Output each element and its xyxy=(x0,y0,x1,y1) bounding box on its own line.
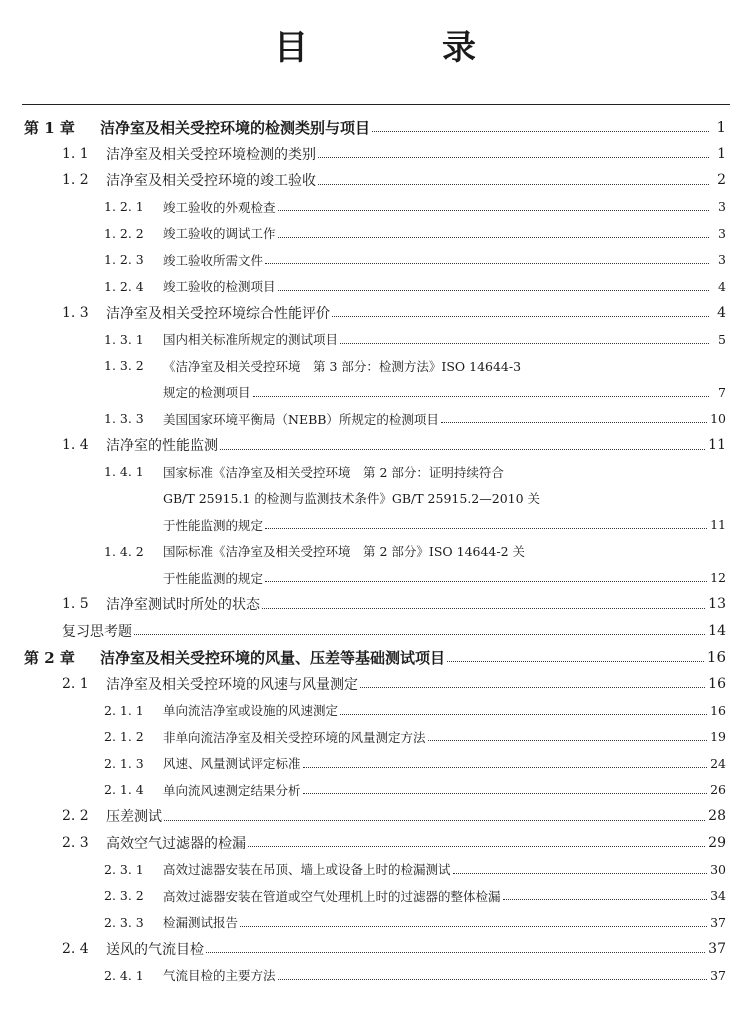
entry-number: 1. 2. 1 xyxy=(104,199,144,214)
entry-title: 洁净室及相关受控环境的风量、压差等基础测试项目 xyxy=(100,648,446,667)
toc-entry[interactable] xyxy=(104,459,726,485)
leader-dots xyxy=(265,528,707,529)
entry-title: 洁净室及相关受控环境检测的类别 xyxy=(106,146,316,163)
entry-number: 2. 1. 3 xyxy=(104,755,144,771)
toc-entry[interactable] xyxy=(104,194,726,220)
entry-title: 竣工验收的外观检查 xyxy=(163,199,276,215)
leader-dots xyxy=(332,316,709,317)
entry-number: 2. 1. 1 xyxy=(104,702,144,718)
entry-page-number: 26 xyxy=(710,782,726,797)
entry-number: 2. 4 xyxy=(62,940,89,957)
leader-dots xyxy=(220,449,705,450)
toc-entry[interactable] xyxy=(104,220,726,246)
toc-entry[interactable] xyxy=(104,883,726,909)
leader-dots xyxy=(253,396,709,397)
toc-entry[interactable] xyxy=(104,697,726,723)
leader-dots xyxy=(278,237,709,238)
entry-page-number: 1 xyxy=(716,118,726,136)
entry-title: 洁净室测试时所处的状态 xyxy=(106,597,260,613)
entry-page-number: 3 xyxy=(718,199,726,214)
leader-dots xyxy=(303,793,708,794)
entry-number: 第 1 章 xyxy=(24,118,75,137)
leader-dots xyxy=(318,184,709,185)
leader-dots xyxy=(206,952,705,953)
entry-title: 单向流风速测定结果分析 xyxy=(163,782,301,798)
entry-number: 1. 4. 2 xyxy=(104,543,144,559)
entry-title: 气流目检的主要方法 xyxy=(163,968,276,983)
entry-number: 1. 2. 4 xyxy=(104,278,144,294)
leader-dots xyxy=(248,846,705,847)
entry-number: 2. 3. 1 xyxy=(104,861,144,877)
toc-entry[interactable] xyxy=(62,671,726,697)
entry-title: 洁净室及相关受控环境的检测类别与项目 xyxy=(100,118,371,137)
entry-title: 《洁净室及相关受控环境 第 3 部分：检测方法》ISO 14644-3 xyxy=(163,358,522,374)
entry-number: 1. 3. 3 xyxy=(104,411,144,426)
entry-number: 1. 4. 1 xyxy=(104,464,144,479)
entry-title: 竣工验收所需文件 xyxy=(163,252,264,268)
leader-dots xyxy=(441,422,707,423)
leader-dots xyxy=(360,687,705,688)
entry-number: 2. 2 xyxy=(62,808,89,824)
entry-title: 高效过滤器安装在吊顶、墙上或设备上时的检漏测试 xyxy=(163,862,451,877)
toc-entry[interactable] xyxy=(104,750,726,776)
toc-entry[interactable] xyxy=(62,803,726,829)
entry-number: 1. 3. 2 xyxy=(104,358,144,373)
entry-number: 2. 3. 2 xyxy=(104,888,144,903)
entry-title: 高效过滤器安装在管道或空气处理机上时的过滤器的整体检漏 xyxy=(163,888,501,904)
toc-entry[interactable] xyxy=(62,167,726,193)
toc-entry-continuation[interactable] xyxy=(163,565,726,591)
entry-title: 国内相关标准所规定的测试项目 xyxy=(163,332,339,347)
leader-dots xyxy=(340,343,709,344)
leader-dots xyxy=(278,979,708,980)
toc-entry[interactable] xyxy=(104,247,726,273)
entry-number: 1. 4 xyxy=(62,437,89,453)
entry-number: 1. 5 xyxy=(62,596,89,612)
entry-page-number: 5 xyxy=(718,331,726,347)
leader-dots xyxy=(134,634,705,635)
entry-title-continued: 于性能监测的规定 xyxy=(163,570,264,586)
entry-page-number: 11 xyxy=(708,437,726,453)
leader-dots xyxy=(303,767,708,768)
entry-number: 1. 3. 1 xyxy=(104,331,144,347)
entry-page-number: 13 xyxy=(708,596,726,612)
leader-dots xyxy=(428,740,708,741)
toc-entry[interactable] xyxy=(104,724,726,750)
entry-number: 2. 3 xyxy=(62,834,89,851)
entry-number: 2. 1 xyxy=(62,675,89,692)
leader-dots xyxy=(372,131,709,132)
leader-dots xyxy=(340,714,707,715)
toc-entry[interactable] xyxy=(62,830,726,856)
toc-entry-continuation[interactable] xyxy=(163,485,726,511)
entry-title: 洁净室及相关受控环境的风速与风量测定 xyxy=(106,676,358,693)
entry-page-number: 34 xyxy=(710,888,726,903)
entry-page-number: 1 xyxy=(717,145,726,162)
toc-entry[interactable] xyxy=(62,591,726,617)
toc-entry[interactable] xyxy=(104,353,726,379)
toc-entry[interactable] xyxy=(104,326,726,352)
entry-title: 送风的气流目检 xyxy=(106,941,204,958)
entry-title: 检漏测试报告 xyxy=(163,915,239,930)
entry-title: 国家标准《洁净室及相关受控环境 第 2 部分：证明持续符合 xyxy=(163,464,504,480)
entry-number: 1. 2. 3 xyxy=(104,252,144,267)
entry-number: 1. 3 xyxy=(62,304,89,321)
toc-entry[interactable] xyxy=(62,936,726,962)
entry-number: 2. 1. 4 xyxy=(104,782,144,797)
entry-page-number: 3 xyxy=(718,252,726,267)
leader-dots xyxy=(453,873,708,874)
entry-title: 高效空气过滤器的检漏 xyxy=(106,835,246,852)
toc-entry[interactable] xyxy=(104,962,726,988)
leader-dots xyxy=(164,820,705,821)
entry-number: 2. 3. 3 xyxy=(104,914,144,930)
toc-entry[interactable] xyxy=(104,538,726,564)
entry-page-number: 4 xyxy=(718,278,726,294)
entry-page-number: 19 xyxy=(710,729,726,744)
entry-number: 1. 2. 2 xyxy=(104,225,144,241)
toc-entry[interactable] xyxy=(24,114,726,140)
toc-entry[interactable] xyxy=(104,909,726,935)
entry-title: 美国国家环境平衡局（NEBB）所规定的检测项目 xyxy=(163,411,439,427)
entry-title: 洁净室及相关受控环境综合性能评价 xyxy=(106,305,330,322)
leader-dots xyxy=(240,926,707,927)
entry-title: 竣工验收的调试工作 xyxy=(163,226,276,241)
entry-page-number: 4 xyxy=(717,304,726,321)
entry-page-number: 28 xyxy=(708,808,726,824)
entry-title: 洁净室的性能监测 xyxy=(106,438,218,454)
entry-title-continued: GB/T 25915.1 的检测与监测技术条件》GB/T 25915.2—2010 关 xyxy=(163,491,541,506)
toc-entry[interactable] xyxy=(62,141,726,167)
entry-page-number: 30 xyxy=(710,861,726,877)
leader-dots xyxy=(278,290,709,291)
toc-entry[interactable] xyxy=(62,300,726,326)
toc-entry-continuation[interactable] xyxy=(163,379,726,405)
entry-title: 风速、风量测试评定标准 xyxy=(163,756,301,771)
entry-title: 国际标准《洁净室及相关受控环境 第 2 部分》ISO 14644-2 关 xyxy=(163,544,526,559)
leader-dots xyxy=(503,899,708,900)
leader-dots xyxy=(447,661,704,662)
entry-page-number: 16 xyxy=(710,702,726,718)
toc-entry[interactable] xyxy=(62,618,726,644)
toc-entry[interactable] xyxy=(104,406,726,432)
entry-number: 1. 1 xyxy=(62,145,89,162)
leader-dots xyxy=(278,210,709,211)
toc-title: 目 录 xyxy=(274,28,526,68)
toc-entry[interactable] xyxy=(104,777,726,803)
entry-page-number: 7 xyxy=(718,384,726,400)
entry-page-number: 11 xyxy=(710,517,726,532)
entry-page-number: 2 xyxy=(717,172,726,188)
entry-page-number: 29 xyxy=(708,834,726,851)
leader-dots xyxy=(265,263,709,264)
leader-dots xyxy=(318,157,709,158)
toc-entry[interactable] xyxy=(104,273,726,299)
entry-title: 压差测试 xyxy=(106,809,162,825)
leader-dots xyxy=(265,581,707,582)
entry-page-number: 3 xyxy=(718,225,726,241)
toc-entry-continuation[interactable] xyxy=(163,512,726,538)
entry-page-number: 12 xyxy=(710,570,726,585)
entry-title: 洁净室及相关受控环境的竣工验收 xyxy=(106,173,316,189)
entry-page-number: 16 xyxy=(708,675,726,692)
entry-page-number: 37 xyxy=(710,967,726,983)
entry-number: 1. 2 xyxy=(62,172,89,188)
entry-page-number: 16 xyxy=(706,648,726,666)
toc-entry[interactable] xyxy=(24,644,726,670)
entry-title-continued: 规定的检测项目 xyxy=(163,385,251,400)
toc-entry[interactable] xyxy=(62,432,726,458)
toc-entry[interactable] xyxy=(104,856,726,882)
entry-title: 复习思考题 xyxy=(62,623,132,640)
entry-number: 第 2 章 xyxy=(24,648,75,667)
entry-page-number: 37 xyxy=(710,914,726,930)
header-rule xyxy=(22,104,730,105)
entry-title: 单向流洁净室或设施的风速测定 xyxy=(163,703,339,718)
entry-page-number: 24 xyxy=(710,755,726,771)
entry-number: 2. 1. 2 xyxy=(104,729,144,744)
entry-page-number: 14 xyxy=(708,622,726,639)
entry-page-number: 10 xyxy=(710,411,726,426)
leader-dots xyxy=(262,608,705,609)
entry-title: 非单向流洁净室及相关受控环境的风量测定方法 xyxy=(163,729,426,745)
entry-number: 2. 4. 1 xyxy=(104,967,144,983)
entry-title-continued: 于性能监测的规定 xyxy=(163,517,264,533)
entry-title: 竣工验收的检测项目 xyxy=(163,279,276,294)
entry-page-number: 37 xyxy=(708,940,726,957)
